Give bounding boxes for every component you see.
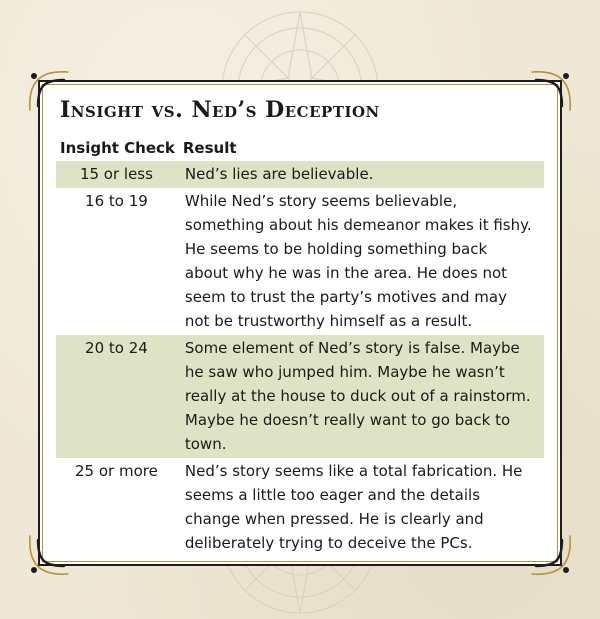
row-result-text: While Ned’s story seems believable, something about his demeanor makes it fishy. He seems to be holding something back about why he was in the area. He does not seem to trust the party’s motives and may not be trustworthy himself as a result. — [184, 192, 532, 330]
row-check-value: 15 or less — [56, 161, 179, 188]
table-row — [56, 335, 544, 458]
header-result: Result — [182, 139, 237, 157]
row-result-text: Ned’s story seems like a total fabrication. He seems a little too eager and the details change when pressed. He is clearly and deliberately trying to deceive the PCs. — [184, 462, 523, 552]
table-row — [56, 458, 544, 557]
row-check-value: 25 or more — [75, 462, 158, 480]
table-header-row — [56, 134, 544, 161]
table-row — [56, 188, 544, 335]
row-result-text: Ned’s lies are believable. — [179, 161, 544, 188]
header-insight-check: Insight Check — [60, 139, 175, 157]
insight-table — [56, 134, 544, 557]
table-row — [56, 161, 544, 188]
row-result-text: Some element of Ned’s story is false. Maybe he saw who jumped him. Maybe he wasn’t really at the house to duck out of a rainstorm. Maybe he doesn’t really want to go back to town. — [179, 335, 544, 458]
table-title: Insight vs. Ned’s Deception — [60, 97, 380, 123]
row-check-value: 20 to 24 — [56, 335, 179, 458]
row-check-value: 16 to 19 — [85, 192, 148, 210]
